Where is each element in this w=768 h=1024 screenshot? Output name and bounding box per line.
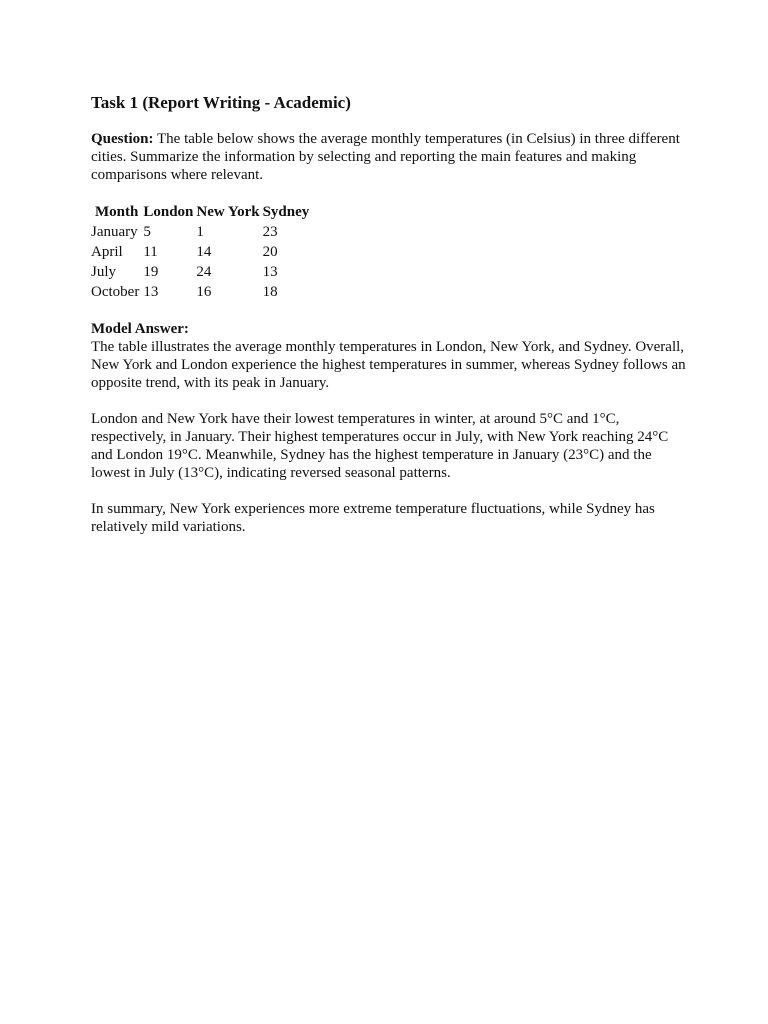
cell-new-york: 24: [196, 264, 212, 280]
header-london: London: [143, 204, 194, 220]
cell-new-york: 1: [196, 224, 204, 240]
table-header-row: [91, 202, 311, 222]
cell-sydney: 23: [262, 224, 278, 240]
cell-sydney: 18: [262, 284, 278, 300]
table-row: [91, 242, 311, 262]
header-month: Month: [95, 204, 139, 220]
document-page: [91, 93, 691, 536]
cell-month: April: [91, 244, 123, 260]
question-label: Question:: [91, 131, 154, 147]
cell-month: October: [91, 284, 140, 300]
answer-paragraph-3: In summary, New York experiences more extreme temperature fluctuations, while Sydney has relatively mild variations.: [91, 501, 655, 535]
cell-month: January: [91, 224, 138, 240]
cell-sydney: 20: [262, 244, 278, 260]
header-new-york: New York: [196, 204, 260, 220]
cell-london: 13: [143, 284, 159, 300]
table-row: [91, 262, 311, 282]
question-paragraph: [91, 130, 691, 184]
cell-sydney: 13: [262, 264, 278, 280]
document-title: Task 1 (Report Writing - Academic): [91, 93, 351, 112]
answer-paragraph-2: London and New York have their lowest temperatures in winter, at around 5°C and 1°C, respectively, in January. Their highest temperatures occur in July, with New York reaching 24°C and London 19°C. Meanwhile, Sydney has the highest temperature in January (23°C) and the lowest in July (13°C), indicating reversed seasonal patterns.: [91, 411, 669, 481]
cell-london: 5: [143, 224, 151, 240]
header-sydney: Sydney: [262, 204, 310, 220]
cell-month: July: [91, 264, 117, 280]
temperature-table: [91, 202, 311, 302]
cell-new-york: 16: [196, 284, 212, 300]
question-text: The table below shows the average monthly temperatures (in Celsius) in three different cities. Summarize the information by selecting and reporting the main features and making comparisons where relevant.: [91, 131, 680, 183]
model-answer-label: Model Answer:: [91, 321, 189, 337]
cell-new-york: 14: [196, 244, 212, 260]
cell-london: 19: [143, 264, 159, 280]
table-row: [91, 222, 311, 242]
answer-paragraph-1: The table illustrates the average monthly temperatures in London, New York, and Sydney. Overall, New York and London experience the highest temperatures in summer, whereas Sydney follows an opposite trend, with its peak in January.: [91, 339, 686, 391]
cell-london: 11: [143, 244, 158, 260]
table-row: [91, 282, 311, 302]
